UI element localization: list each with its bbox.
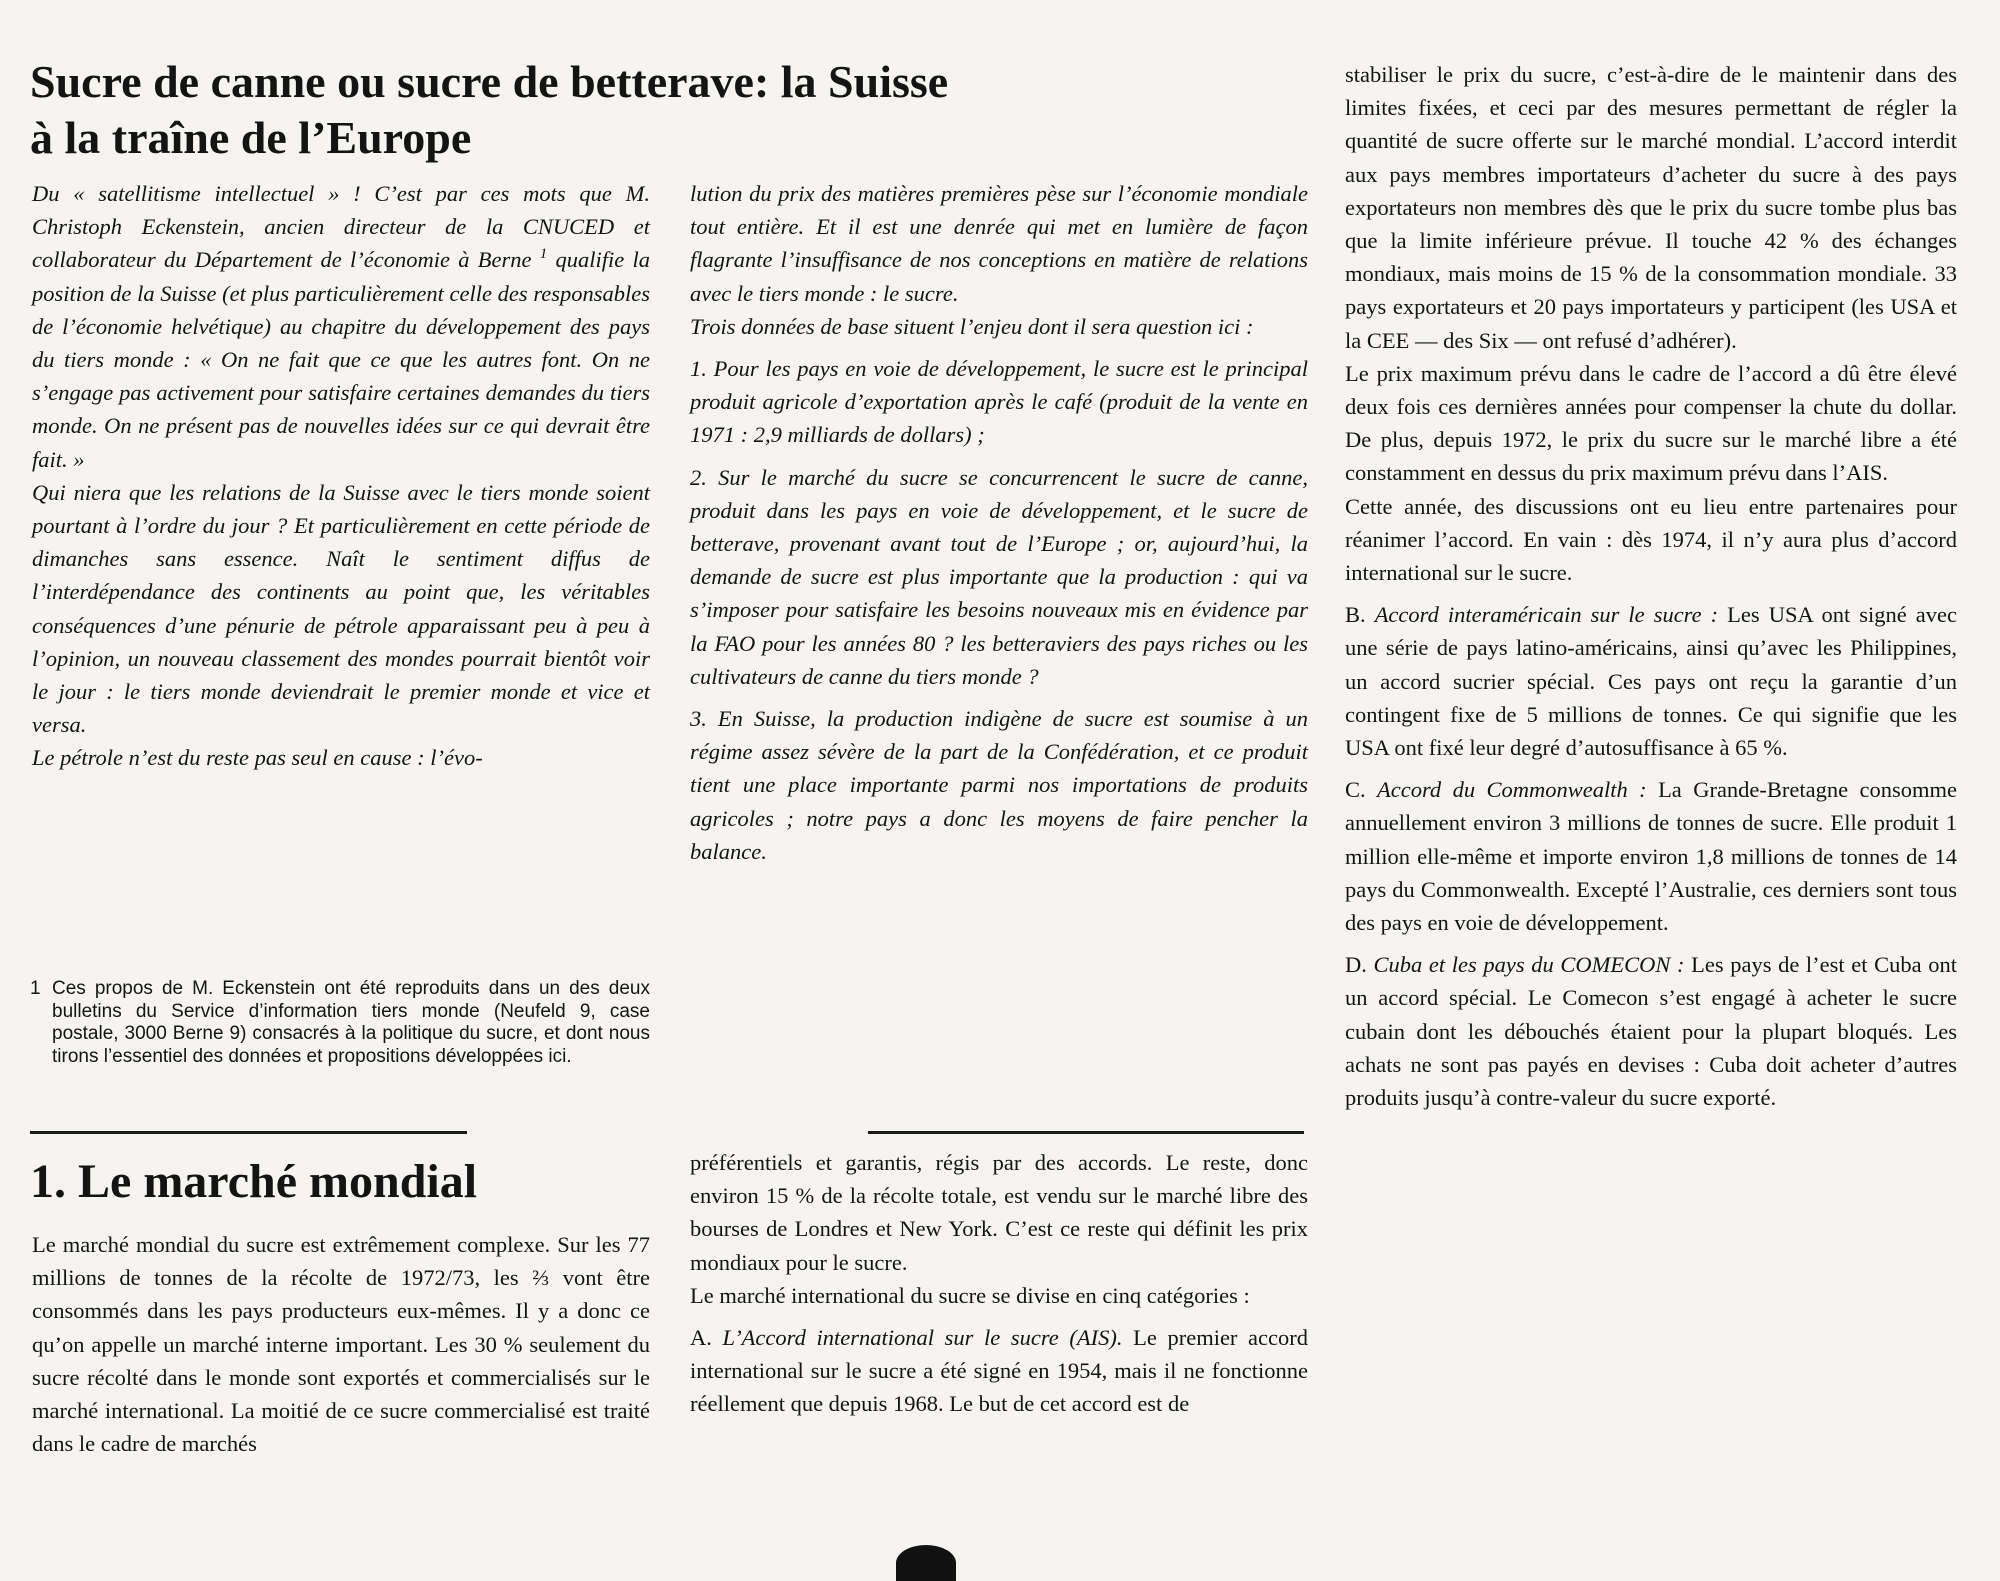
- section-heading: 1. Le marché mondial: [30, 1155, 478, 1208]
- category-b-paragraph: B. Accord interaméricain sur le sucre : Les USA ont signé avec une série de pays latino-américains, ainsi qu’avec les Philippines, un accord sucrier spécial. Ces pays ont reçu la garantie d’un contingent fixe de 5 millions de tonnes. Ce qui signifie que les USA ont fixé leur degré d’autosuffisance à 65 %.: [1345, 602, 1958, 761]
- intro-paragraph-4: lution du prix des matières premières pèse sur l’économie mondiale tout entière. Et il est une denrée qui met en lumière de façon flagrante l’insuffisance de nos conceptions en matière de relations avec le tiers monde : le sucre.: [690, 181, 1308, 306]
- article-title: [30, 54, 1100, 166]
- ink-blot-decoration: [896, 1545, 956, 1581]
- ais-price-paragraph: Le prix maximum prévu dans le cadre de l’accord a dû être élevé deux fois ces dernières années pour compenser la chute du dollar. De plus, depuis 1972, le prix du sucre sur le marché libre a été constamment en dessus du prix maximum prévu dans l’AIS.: [1345, 360, 1957, 486]
- section-divider-right: [868, 1131, 1304, 1134]
- category-a-title: L’Accord international sur le sucre (AIS).: [722, 1325, 1123, 1351]
- category-a-paragraph: A. L’Accord international sur le sucre (AIS). Le premier accord international sur le sucre a été signé en 1954, mais il ne fonctionne réellement que depuis 1968. Le but de cet accord est de: [690, 1325, 1309, 1417]
- section-divider-left: [30, 1131, 467, 1134]
- section-column-middle: [690, 1146, 1308, 1421]
- list-item-1: 1. Pour les pays en voie de développement, le sucre est le principal produit agricole d’exportation après le café (produit de la vente en 1971 : 2,9 milliards de dollars) ;: [690, 356, 1308, 448]
- ais-continuation-paragraph: stabiliser le prix du sucre, c’est-à-dire de le maintenir dans des limites fixées, et ceci par des mesures permettant de régler la quantité de sucre offerte sur le marché mondial. L’accord interdit aux pays membres importateurs d’acheter du sucre à des pays exportateurs non membres dès que le prix du sucre tombe plus bas que la limite inférieure prévue. Il touche 42 % des échanges mondiaux, mais moins de 15 % de la consommation mondiale. 33 pays exportateurs et 20 pays importateurs y participent (les USA et la CEE — des Six — ont refusé d’adhérer).: [1345, 62, 1957, 353]
- intro-paragraph-2: Qui niera que les relations de la Suisse avec le tiers monde soient pourtant à l’ordre du jour ? Et particulièrement en cette période de dimanches sans essence. Naît le sentiment diffus de l’interdépendance des continents au point que, les véritables conséquences d’une pénurie de pétrole apparaissant peu à peu à l’opinion, un nouveau classement des mondes pourrait bientôt voir le jour : le tiers monde deviendrait le premier monde et vice et versa.: [32, 479, 650, 738]
- ais-discussion-paragraph: Cette année, des discussions ont eu lieu entre partenaires pour réanimer l’accord. En vain : dès 1974, il n’y aura plus d’accord international sur le sucre.: [1345, 493, 1957, 586]
- footnote-text: Ces propos de M. Eckenstein ont été reproduits dans un des deux bulletins du Service d’information tiers monde (Neufeld 9, case postale, 3000 Berne 9) consacrés à la politique du sucre, et dont nous tirons l’essentiel des données et propositions développées ici.: [52, 978, 650, 1067]
- article-title-line-1: Sucre de canne ou sucre de betterave: la Suisse: [30, 56, 949, 107]
- intro-paragraph-3: Le pétrole n’est du reste pas seul en cause : l’évo-: [32, 745, 483, 771]
- category-d-paragraph: D. Cuba et les pays du COMECON : Les pays de l’est et Cuba ont un accord spécial. Le Comecon s’est engagé à acheter le sucre cubain dont les débouchés étaient pour la plupart bloqués. Les achats ne sont pas payés en devises : Cuba doit acheter d’autres produits jusqu’à contre-valeur du sucre exporté.: [1345, 952, 1958, 1111]
- category-b-title: Accord interaméricain sur le sucre :: [1374, 602, 1719, 628]
- list-item-2: 2. Sur le marché du sucre se concurrencent le sucre de canne, produit dans les pays en voie de développement, et le sucre de betterave, provenant avant tout de l’Europe ; or, aujourd’hui, la demande de sucre est plus importante que la production : qui va s’imposer pour satisfaire les besoins nouveaux mis en évidence par la FAO pour les années 80 ? les betteraviers des pays riches ou les cultivateurs de canne du tiers monde ?: [690, 464, 1308, 689]
- section-column-left: [32, 1228, 650, 1460]
- category-c-title: Accord du Commonwealth :: [1377, 777, 1647, 803]
- footnote-reference: 1: [539, 246, 548, 263]
- market-paragraph-3: Le marché international du sucre se divise en cinq catégories :: [690, 1282, 1250, 1308]
- market-paragraph-2: préférentiels et garantis, régis par des accords. Le reste, donc environ 15 % de la récolte totale, est vendu sur le marché libre des bourses de Londres et New York. C’est ce reste qui définit les prix mondiaux pour le sucre.: [690, 1150, 1308, 1275]
- right-column: [1345, 58, 1957, 1114]
- market-paragraph-1: Le marché mondial du sucre est extrêmement complexe. Sur les 77 millions de tonnes de la récolte de 1972/73, les ⅔ vont être consommés dans les pays producteurs eux-mêmes. Il y a donc ce qu’on appelle un marché interne important. Les 30 % seulement du sucre récolté dans le monde sont exportés et commercialisés sur le marché international. La moitié de ce sucre commercialisé est traité dans le cadre de marchés: [32, 1232, 650, 1457]
- intro-paragraph-5: Trois données de base situent l’enjeu dont il sera question ici :: [690, 313, 1254, 339]
- category-c-paragraph: C. Accord du Commonwealth : La Grande-Bretagne consomme annuellement environ 3 millions de tonnes de sucre. Elle produit 1 million elle-même et importe environ 1,8 millions de tonnes de 14 pays du Commonwealth. Excepté l’Australie, ces derniers sont tous des pays en voie de développement.: [1345, 777, 1958, 936]
- article-title-line-2: à la traîne de l’Europe: [30, 112, 472, 163]
- intro-paragraph-1: Du « satellitisme intellectuel » ! C’est par ces mots que M. Christoph Eckenstein, ancien directeur de la CNUCED et collaborateur du Département de l’économie à Berne $^1$ qualifie la position de la Suisse (et plus particulièrement celle des responsables de l’économie helvétique) au chapitre du développement des pays du tiers monde : « On ne fait que ce que les autres font. On ne s’engage pas activement pour satisfaire certaines demandes du tiers monde. On ne présent pas de nouvelles idées sur ce qui devrait être fait. »: [32, 181, 650, 472]
- intro-column-middle: [690, 177, 1308, 868]
- intro-column-left: [32, 177, 650, 775]
- footnote-mark: 1: [30, 978, 41, 999]
- category-d-title: Cuba et les pays du COMECON :: [1373, 952, 1685, 978]
- footnote: [30, 978, 650, 1068]
- list-item-3: 3. En Suisse, la production indigène de sucre est soumise à un régime assez sévère de la part de la Confédération, et ce produit tient une place importante parmi nos importations de produits agricoles ; notre pays a donc les moyens de faire pencher la balance.: [690, 706, 1308, 864]
